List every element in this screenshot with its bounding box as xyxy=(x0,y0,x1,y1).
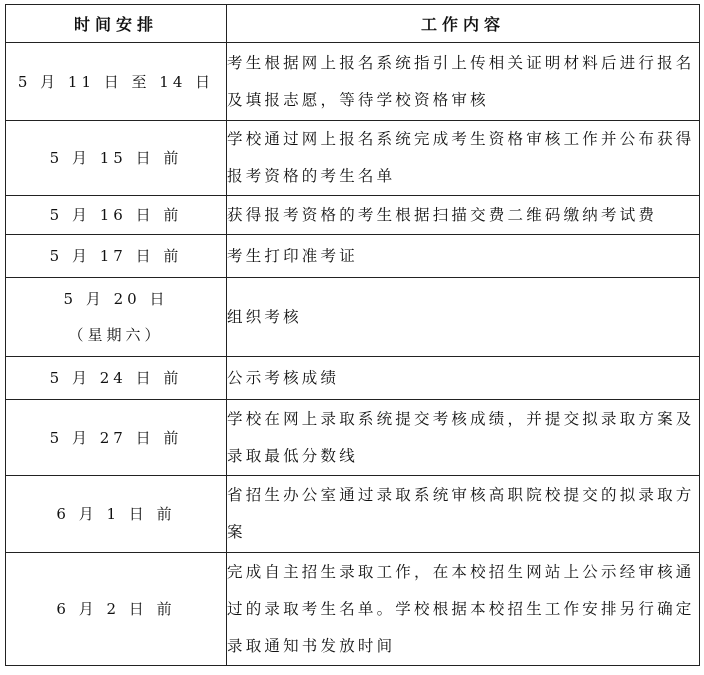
row-content: 考生根据网上报名系统指引上传相关证明材料后进行报名及填报志愿，等待学校资格审核 xyxy=(227,43,700,121)
row-content: 完成自主招生录取工作，在本校招生网站上公示经审核通过的录取考生名单。学校根据本校招生工作安排另行确定录取通知书发放时间 xyxy=(227,553,700,666)
row-content: 公示考核成绩 xyxy=(227,357,700,400)
row-date: 5 月 15 日 前 xyxy=(6,121,227,196)
header-time: 时间安排 xyxy=(6,5,227,43)
row-date-note: （星期六） xyxy=(68,326,164,344)
row-content: 学校在网上录取系统提交考核成绩，并提交拟录取方案及录取最低分数线 xyxy=(227,400,700,476)
row-date: 5 月 16 日 前 xyxy=(6,196,227,235)
table-row xyxy=(6,400,700,476)
table-row xyxy=(6,357,700,400)
row-content: 获得报考资格的考生根据扫描交费二维码缴纳考试费 xyxy=(227,196,700,235)
row-content: 考生打印准考证 xyxy=(227,235,700,278)
table-header-row xyxy=(6,5,700,43)
row-date: 5 月 11 日 至 14 日 xyxy=(6,43,227,121)
table-row xyxy=(6,235,700,278)
row-date: 5 月 17 日 前 xyxy=(6,235,227,278)
row-date: 5 月 27 日 前 xyxy=(6,400,227,476)
table-row xyxy=(6,476,700,553)
row-date: 5 月 20 日 xyxy=(63,290,169,308)
row-content: 组织考核 xyxy=(227,278,700,357)
row-date: 6 月 1 日 前 xyxy=(6,476,227,553)
row-date: 5 月 24 日 前 xyxy=(6,357,227,400)
row-date: 6 月 2 日 前 xyxy=(6,553,227,666)
row-content: 学校通过网上报名系统完成考生资格审核工作并公布获得报考资格的考生名单 xyxy=(227,121,700,196)
schedule-table xyxy=(5,4,700,666)
row-date-cell xyxy=(6,278,227,357)
table-row xyxy=(6,553,700,666)
table-row xyxy=(6,196,700,235)
table-row xyxy=(6,278,700,357)
table-row xyxy=(6,43,700,121)
row-content: 省招生办公室通过录取系统审核高职院校提交的拟录取方案 xyxy=(227,476,700,553)
table-row xyxy=(6,121,700,196)
header-content: 工作内容 xyxy=(227,5,700,43)
